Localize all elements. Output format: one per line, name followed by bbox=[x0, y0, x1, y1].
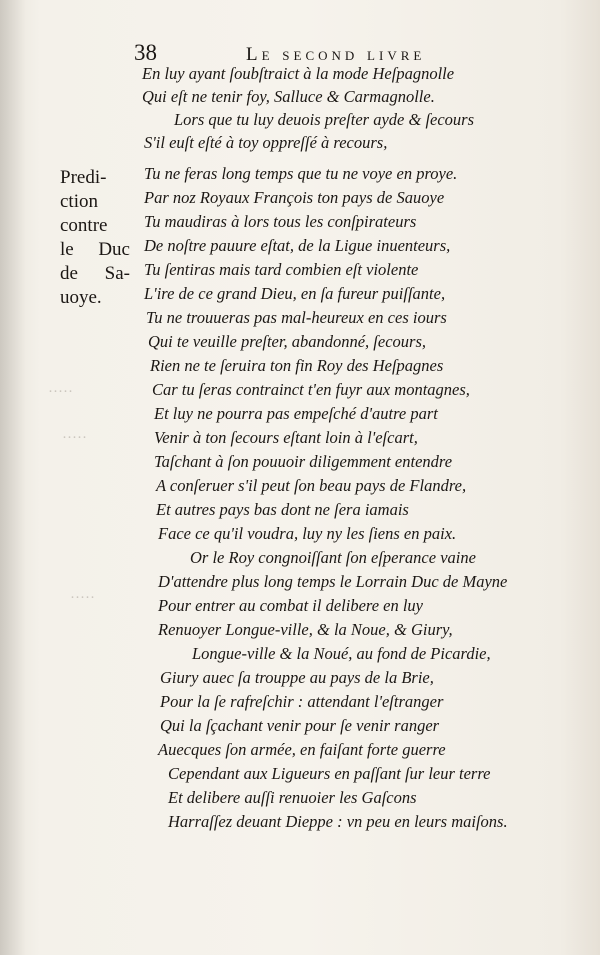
margin-note-line: contre bbox=[60, 215, 108, 236]
show-through: ····· bbox=[70, 590, 95, 606]
verse-line: Renuoyer Longue-ville, & la Noue, & Giury, bbox=[158, 620, 453, 639]
verse-line: Lors que tu luy deuois preſter ayde & ſecours bbox=[174, 110, 475, 129]
margin-note-line: de Sa- bbox=[60, 263, 130, 284]
margin-note-line: le Duc bbox=[60, 239, 130, 260]
page-number: 38 bbox=[134, 40, 157, 65]
verse-line: S'il euſt eſté à toy oppreſſé à recours, bbox=[144, 133, 388, 152]
verse-line: Qui eſt ne tenir foy, Salluce & Carmagnolle. bbox=[142, 87, 435, 106]
verse-line: Harraſſez deuant Dieppe : vn peu en leurs maiſons. bbox=[168, 812, 508, 831]
verse-line: Car tu ſeras contrainct t'en fuyr aux montagnes, bbox=[152, 380, 470, 399]
verse-line: Et delibere auſſi renuoier les Gaſcons bbox=[168, 788, 417, 807]
verse-line: Or le Roy congnoiſſant ſon eſperance vaine bbox=[190, 548, 476, 567]
running-title: Le second livre bbox=[246, 44, 426, 65]
verse-line: Tu ſentiras mais tard combien eſt violente bbox=[144, 260, 419, 279]
verse-line: Qui la ſçachant venir pour ſe venir ranger bbox=[160, 716, 440, 735]
verse-line: Pour la ſe rafreſchir : attendant l'eſtranger bbox=[160, 692, 444, 711]
show-through: ····· bbox=[48, 384, 73, 400]
verse-line: Pour entrer au combat il delibere en luy bbox=[158, 596, 424, 615]
margin-note bbox=[60, 166, 130, 310]
verse-line: Venir à ton ſecours eſtant loin à l'eſcart, bbox=[154, 428, 418, 447]
verse-line: Et luy ne pourra pas empeſché d'autre part bbox=[154, 404, 438, 423]
verse-line: Qui te veuille preſter, abandonné, ſecours, bbox=[148, 332, 426, 351]
verse-line: L'ire de ce grand Dieu, en ſa fureur puiſſante, bbox=[144, 284, 446, 303]
verse-line: Tu ne trouueras pas mal-heureux en ces iours bbox=[146, 308, 447, 327]
gutter-shadow bbox=[0, 0, 26, 955]
verse-line: Auecques ſon armée, en faiſant forte guerre bbox=[158, 740, 446, 759]
margin-note-line: ction bbox=[60, 191, 98, 212]
verse-line: Tu ne feras long temps que tu ne voye en proye. bbox=[144, 164, 458, 183]
verse-line: De noſtre pauure eſtat, de la Ligue inuenteurs, bbox=[144, 236, 451, 255]
verse-line: D'attendre plus long temps le Lorrain Duc de Mayne bbox=[158, 572, 508, 591]
verse-line: Par noz Royaux François ton pays de Sauoye bbox=[144, 188, 445, 207]
margin-note-line: Predi- bbox=[60, 167, 107, 188]
verse-line: En luy ayant ſoubſtraict à la mode Heſpagnolle bbox=[142, 64, 455, 83]
verse-line: Taſchant à ſon pouuoir diligemment entendre bbox=[154, 452, 453, 471]
verse-line: Cependant aux Ligueurs en paſſant ſur leur terre bbox=[168, 764, 491, 783]
verse-line: A conſeruer s'il peut ſon beau pays de Flandre, bbox=[156, 476, 467, 495]
verse-line: Giury auec ſa trouppe au pays de la Brie, bbox=[160, 668, 434, 687]
verse-line: Face ce qu'il voudra, luy ny les ſiens en paix. bbox=[158, 524, 457, 543]
margin-note-line: uoye. bbox=[60, 287, 102, 308]
verse-line: Et autres pays bas dont ne ſera iamais bbox=[156, 500, 409, 519]
verse-line: Tu maudiras à lors tous les conſpirateurs bbox=[144, 212, 417, 231]
verse-line: Rien ne te ſeruira ton fin Roy des Heſpagnes bbox=[150, 356, 444, 375]
verse-line: Longue-ville & la Noué, au fond de Picardie, bbox=[192, 644, 491, 663]
show-through: ····· bbox=[62, 430, 87, 446]
